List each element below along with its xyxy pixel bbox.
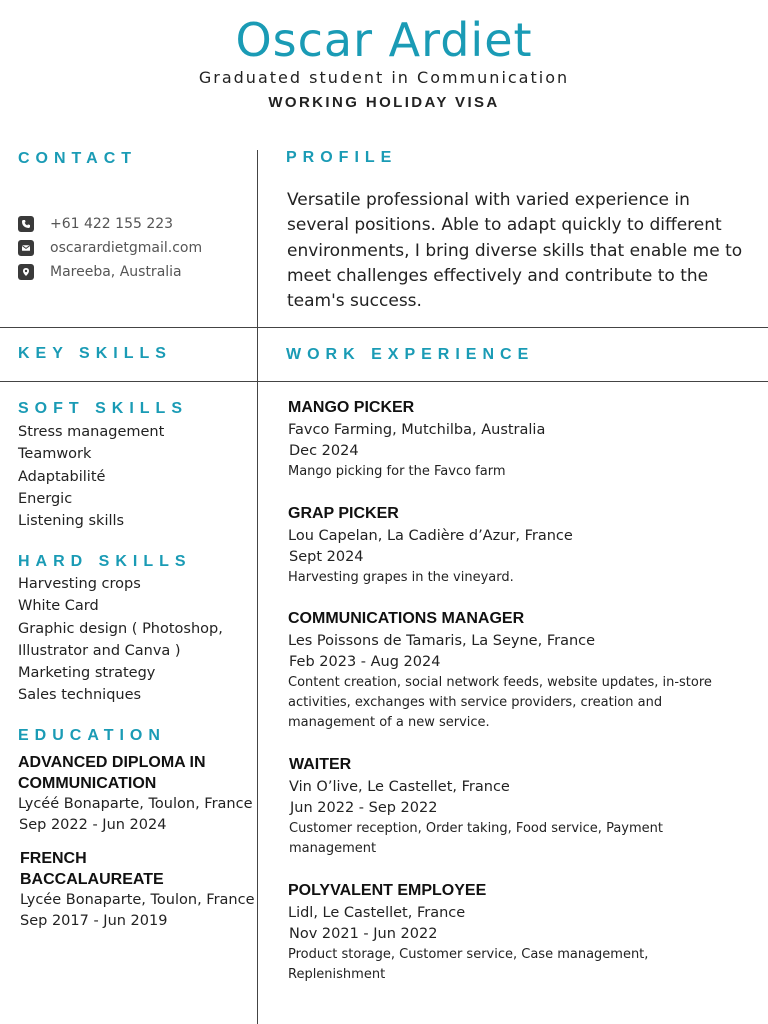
work-experience-heading: WORK EXPERIENCE [286, 346, 535, 363]
job-entry [289, 754, 689, 859]
job-entry [288, 608, 728, 733]
job-description: Harvesting grapes in the vineyard. [288, 570, 514, 585]
job-entry [288, 880, 668, 985]
list-item: Harvesting crops [18, 576, 141, 592]
list-item: Listening skills [18, 513, 125, 530]
email-icon [18, 240, 34, 256]
job-role: POLYVALENT EMPLOYEE [288, 882, 487, 899]
section-divider-top [0, 327, 768, 328]
job-dates: Dec 2024 [289, 443, 359, 459]
job-company: Lidl, Le Castellet, France [288, 905, 466, 921]
location-icon [18, 264, 34, 280]
job-dates: Jun 2022 - Sep 2022 [290, 800, 438, 816]
list-item: Illustrator and Canva ) [18, 642, 181, 659]
profile-summary: Versatile professional with varied experience in several positions. Able to adapt quickly to different environments, I bring diverse skills that enable me to meet challenges effectively and contribute to the team's success. [287, 190, 743, 312]
list-item: Stress management [18, 424, 165, 440]
job-company: Les Poissons de Tamaris, La Seyne, France [288, 633, 596, 649]
education-item [18, 752, 253, 836]
job-role: GRAP PICKER [288, 505, 399, 522]
column-divider [257, 150, 258, 1024]
job-dates: Nov 2021 - Jun 2022 [289, 926, 438, 942]
job-description: Customer reception, Order taking, Food service, Payment management [289, 821, 663, 856]
key-skills-heading: KEY SKILLS [18, 345, 172, 362]
phone-icon [18, 216, 34, 232]
contact-heading: CONTACT [18, 150, 138, 167]
job-company: Lou Capelan, La Cadière d’Azur, France [288, 528, 573, 544]
job-entry [288, 503, 748, 588]
school-name: Lycée Bonaparte, Toulon, France [20, 892, 255, 908]
list-item: Teamwork [18, 446, 92, 463]
degree-title: FRENCH [20, 850, 87, 867]
degree-title: BACCALAUREATE [20, 871, 164, 888]
job-role: MANGO PICKER [288, 399, 415, 416]
job-dates: Feb 2023 - Aug 2024 [289, 654, 441, 670]
job-company: Favco Farming, Mutchilba, Australia [288, 422, 546, 438]
list-item: Sales techniques [18, 687, 142, 704]
candidate-subtitle: Graduated student in Communication [198, 68, 570, 87]
section-divider-bottom [0, 381, 768, 382]
education-item [20, 848, 255, 932]
list-item: Graphic design ( Photoshop, [18, 620, 223, 637]
list-item: White Card [18, 598, 99, 615]
school-name: Lycéé Bonaparte, Toulon, France [18, 796, 253, 812]
list-item: Adaptabilité [18, 468, 106, 485]
soft-skills-heading: SOFT SKILLS [18, 400, 188, 417]
job-entry [288, 397, 748, 482]
contact-location [18, 263, 182, 281]
job-dates: Sept 2024 [289, 549, 364, 565]
email-address: oscarardietgmail.com [50, 240, 203, 256]
degree-title: COMMUNICATION [18, 775, 157, 792]
hard-skills-list [18, 573, 223, 707]
visa-status: WORKING HOLIDAY VISA [268, 94, 500, 111]
education-dates: Sep 2017 - Jun 2019 [20, 913, 168, 929]
contact-phone [18, 215, 173, 233]
list-item: Energic [18, 490, 73, 507]
profile-heading: PROFILE [286, 149, 398, 166]
candidate-name: Oscar Ardiet [235, 13, 533, 67]
contact-email [18, 239, 202, 257]
job-description: Mango picking for the Favco farm [288, 464, 506, 479]
degree-title: ADVANCED DIPLOMA IN [18, 754, 206, 771]
job-role: COMMUNICATIONS MANAGER [288, 610, 525, 627]
hard-skills-heading: HARD SKILLS [18, 553, 192, 570]
job-description: Content creation, social network feeds, website updates, in-store activities, exchanges with service providers, creation and management of a new service. [288, 675, 712, 730]
education-dates: Sep 2022 - Jun 2024 [19, 817, 167, 833]
phone-number: +61 422 155 223 [50, 216, 174, 232]
soft-skills-list [18, 421, 164, 532]
list-item: Marketing strategy [18, 665, 156, 682]
location-text: Mareeba, Australia [50, 264, 182, 280]
job-company: Vin O’live, Le Castellet, France [289, 779, 510, 795]
education-heading: EDUCATION [18, 727, 166, 744]
job-role: WAITER [289, 756, 352, 773]
job-description: Product storage, Customer service, Case management, Replenishment [288, 947, 649, 982]
